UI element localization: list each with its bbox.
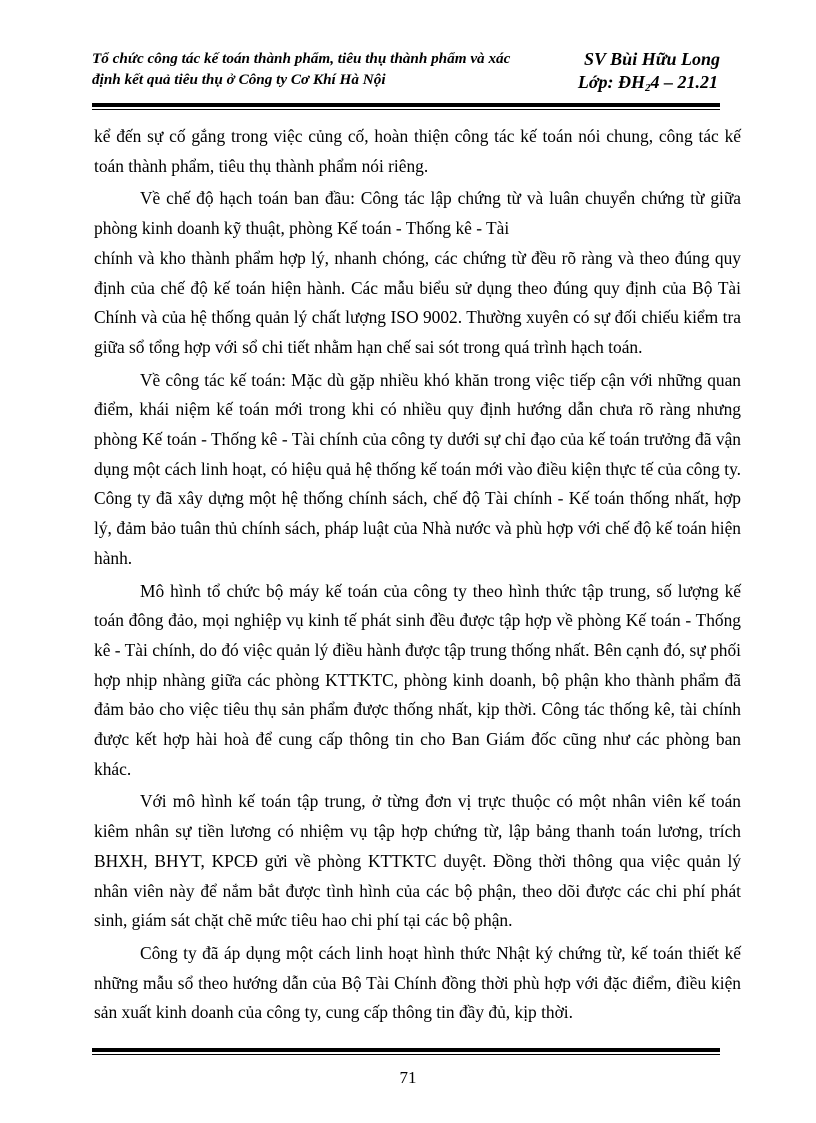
header-student-name: SV Bùi Hữu Long	[583, 49, 720, 69]
paragraph-journal-form: Công ty đã áp dụng một cách linh hoạt hình thức Nhật ký chứng từ, kế toán thiết kế những mẫu sổ theo hướng dẫn của Bộ Tài Chính đồng thời phù hợp với đặc điểm, điều kiện sản xuất kinh doanh của công ty, cung cấp thông tin đầy đủ, kịp thời.	[94, 942, 741, 1023]
header-document-title	[92, 48, 562, 90]
footer-rule-thin	[92, 1054, 720, 1055]
footer-rule-thick	[92, 1048, 720, 1052]
page-number: 71	[399, 1068, 417, 1087]
header-title-line2: định kết quả tiêu thụ ở Công ty Cơ Khí Hà Nội	[92, 71, 386, 88]
paragraph-initial-accounting-cont: chính và kho thành phẩm hợp lý, nhanh chóng, các chứng từ đều rõ ràng và theo đúng quy định của chế độ kế toán hiện hành. Các mẫu biểu sử dụng theo đúng quy định của Bộ Tài Chính và của hệ thống quản lý chất lượng ISO 9002. Thường xuyên có sự đối chiếu kiểm tra giữa sổ tổng hợp với sổ chi tiết nhằm hạn chế sai sót trong quá trình hạch toán.	[94, 247, 741, 357]
header-title-line1: Tổ chức công tác kế toán thành phẩm, tiêu thụ thành phẩm và xác	[92, 50, 511, 67]
header-rule-thick	[92, 103, 720, 107]
header-class-suffix: 4 – 21.21	[650, 72, 718, 92]
header-rule-thin	[92, 109, 720, 110]
paragraph-centralized-model: Với mô hình kế toán tập trung, ở từng đơn vị trực thuộc có một nhân viên kế toán kiêm nhân sự tiền lương có nhiệm vụ tập hợp chứng từ, lập bảng thanh toán lương, trích BHXH, BHYT, KPCĐ gửi về phòng KTTKTC duyệt. Đồng thời thông qua việc quản lý nhân viên này để nắm bắt được tình hình của các bộ phận, theo dõi được các chi phí phát sinh, giám sát chặt chẽ mức tiêu hao chi phí tại các bộ phận.	[94, 791, 741, 931]
header-student-info	[560, 48, 720, 94]
header-class-subscript: 2	[645, 82, 651, 94]
header-class	[560, 71, 720, 94]
paragraph-initial-accounting: Về chế độ hạch toán ban đầu: Công tác lập chứng từ và luân chuyển chứng từ giữa phòng kinh doanh kỹ thuật, phòng Kế toán - Thống kê - Tài	[94, 188, 741, 239]
paragraph-organization-model: Mô hình tổ chức bộ máy kế toán của công ty theo hình thức tập trung, số lượng kế toán đông đảo, mọi nghiệp vụ kinh tế phát sinh đều được tập hợp về phòng Kế toán - Thống kê - Tài chính, do đó việc quản lý điều hành được tập trung thống nhất. Bên cạnh đó, sự phối hợp nhịp nhàng giữa các phòng KTTKTC, phòng kinh doanh, bộ phận kho thành phẩm đã đảm bảo cho việc tiêu thụ sản phẩm được thống nhất, kịp thời. Công tác thống kê, tài chính được kết hợp hài hoà để cung cấp thông tin cho Ban Giám đốc cũng như các phòng ban khác.	[94, 580, 741, 779]
body-text	[94, 122, 741, 1028]
page-header	[92, 48, 720, 104]
paragraph-continuation: kể đến sự cố gắng trong việc củng cố, hoàn thiện công tác kế toán nói chung, công tác kế toán thành phẩm, tiêu thụ thành phẩm nói riêng.	[94, 126, 741, 176]
paragraph-accounting-work: Về công tác kế toán: Mặc dù gặp nhiều khó khăn trong việc tiếp cận với những quan điểm, khái niệm kế toán mới trong khi có nhiều quy định hướng dẫn chưa rõ ràng nhưng phòng Kế toán - Thống kê - Tài chính của công ty dưới sự chỉ đạo của kế toán trưởng đã vận dụng một cách linh hoạt, có hiệu quả hệ thống kế toán mới vào điều kiện thực tế của công ty. Công ty đã xây dựng một hệ thống chính sách, chế độ Tài chính - Kế toán thống nhất, hợp lý, đảm bảo tuân thủ chính sách, pháp luật của Nhà nước và phù hợp với chế độ kế toán hiện hành.	[94, 369, 741, 568]
header-class-prefix: Lớp: ĐH	[577, 72, 645, 92]
